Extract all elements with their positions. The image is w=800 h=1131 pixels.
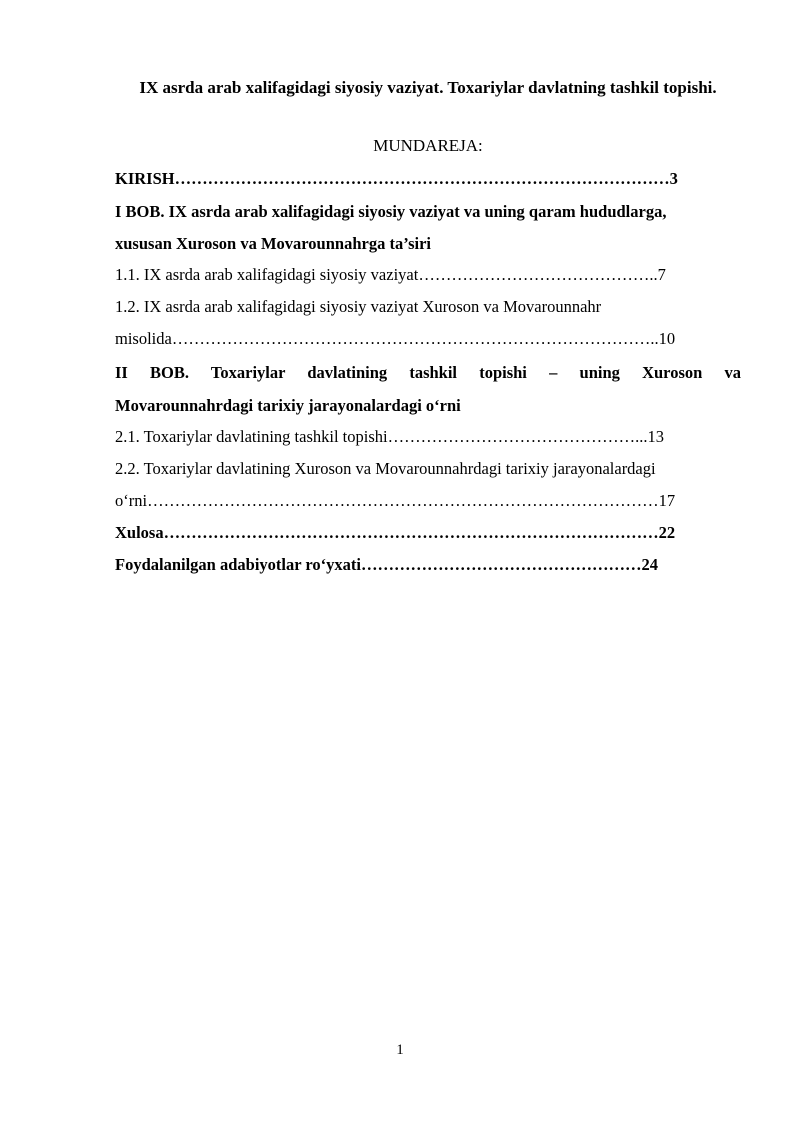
toc-entry-bibliography: Foydalanilgan adabiyotlar ro‘yxati……………………………………………24 [115,555,659,574]
toc-entry-2-2-line-1: 2.2. Toxariylar davlatining Xuroson va Movarounnahrdagi tarixiy jarayonalardagi [115,459,656,478]
page-number: 1 [396,1042,404,1058]
toc-heading: MUNDAREJA: [373,136,483,155]
document-title: IX asrda arab xalifagidagi siyosiy vaziyat. Toxariylar davlatning tashkil topishi. [139,78,717,97]
toc-chapter-1-line-2: xususan Xuroson va Movarounnahrga ta’siri [115,234,432,253]
toc-entry-1-2-line-1: 1.2. IX asrda arab xalifagidagi siyosiy vaziyat Xuroson va Movarounnahr [115,297,602,316]
toc-chapter-2-line-1: II BOB. Toxariylar davlatining tashkil topishi – uning Xuroson va [115,363,741,382]
toc-entry-xulosa: Xulosa………………………………………………………………………………22 [115,523,676,542]
toc-chapter-1-line-1: I BOB. IX asrda arab xalifagidagi siyosiy vaziyat va uning qaram hududlarga, [115,202,667,221]
toc-entry-2-2-line-2: o‘rni…………………………………………………………………………………17 [115,491,676,510]
toc-entry-2-1: 2.1. Toxariylar davlatining tashkil topishi………………………………………...13 [115,427,664,446]
toc-entry-kirish: KIRISH………………………………………………………………………………3 [115,169,678,188]
toc-entry-1-2-line-2: misolida……………………………………………………………………………..10 [115,329,676,348]
toc-chapter-2-line-2: Movarounnahrdagi tarixiy jarayonalardagi o‘rni [115,396,461,415]
toc-entry-1-1: 1.1. IX asrda arab xalifagidagi siyosiy vaziyat……………………………………..7 [115,265,666,284]
